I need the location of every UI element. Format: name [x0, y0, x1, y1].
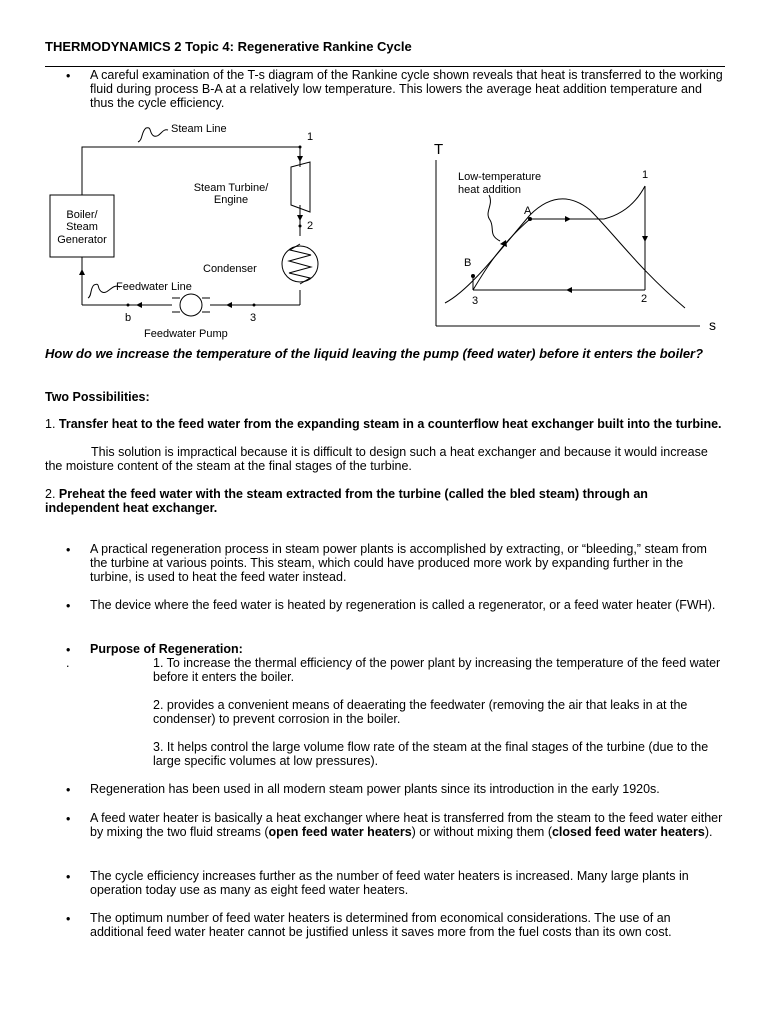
option-1-number: 1. [45, 417, 56, 431]
process-superheat [604, 186, 645, 219]
ts-point-3: 3 [472, 295, 479, 307]
arrow-right-icon [565, 216, 571, 222]
option-1-heading [45, 417, 725, 431]
s-axis-label: s [709, 317, 716, 333]
arrow-left-icon [226, 302, 232, 308]
ts-point-1: 1 [642, 169, 649, 181]
turbine-label-1: Steam Turbine/ [193, 182, 269, 194]
two-possibilities-heading: Two Possibilities: [45, 390, 150, 404]
purpose-dot: . [66, 656, 70, 670]
hx-closed-term: closed feed water heaters [551, 825, 705, 839]
steam-line-leader-icon [138, 128, 168, 142]
ts-point-b: B [464, 257, 472, 269]
condenser-label: Condenser [203, 263, 257, 275]
purpose-item-3: 3. It helps control the large volume flow rate of the steam at the final stages of the turbine (due to the large specific volumes at low pressures). [153, 740, 709, 768]
arrow-up-icon [79, 269, 85, 275]
t-axis-label: T [434, 141, 444, 158]
saturation-dome [445, 199, 685, 308]
bullet-dot: • [66, 543, 71, 557]
purpose-heading: Purpose of Regeneration: [90, 642, 243, 656]
arrow-down-icon [642, 236, 648, 242]
bullet-dot: • [66, 69, 71, 83]
annotation-leader-icon [488, 195, 500, 241]
option-2-title: Preheat the feed water with the steam extracted from the turbine (called the bled steam) through an independent heat exchanger. [45, 487, 648, 515]
steam-line-label: Steam Line [171, 123, 227, 135]
boiler-label-3: Generator [57, 234, 107, 246]
pump-label: Feedwater Pump [144, 328, 228, 340]
option-1-body: This solution is impractical because it is difficult to design such a heat exchanger and because it would increase the moisture content of the steam at the final stages of the turbine. [45, 445, 708, 473]
schematic-point-b: b [125, 312, 132, 324]
bullet-dot: • [66, 783, 71, 797]
rankine-schematic [40, 115, 370, 340]
schematic-point-2: 2 [307, 220, 314, 232]
purpose-item-1: 1. To increase the thermal efficiency of the power plant by increasing the temperature of the feed water before it enters the boiler. [153, 656, 721, 684]
hx-open-term: open feed water heaters [268, 825, 412, 839]
hx-text-1: A feed water heater is basically a heat exchanger where heat is transferred from the steam to the feed water either by mixing the two fluid streams ( [90, 811, 723, 839]
schematic-point-3: 3 [250, 312, 257, 324]
bullet-heat-exchanger [90, 811, 726, 839]
option-1-title: Transfer heat to the feed water from the expanding steam in a counterflow heat exchanger built into the turbine. [58, 417, 722, 431]
process-b-a [473, 219, 530, 290]
arrow-left-icon [136, 302, 142, 308]
arrow-down-icon [297, 156, 303, 162]
intro-bullet: A careful examination of the T-s diagram of the Rankine cycle shown reveals that heat is transferred to the working fluid during process B-A at a relatively low temperature. This lowers the average heat addition temperature and thus the cycle efficiency. [90, 68, 723, 110]
bullet-dot: • [66, 599, 71, 613]
bullet-optimum: The optimum number of feed water heaters is determined from economical considerations. The use of an additional feed water heater cannot be justified unless it saves more from the fuel costs than its own cost. [90, 911, 672, 939]
annotation-line-1: Low-temperature [458, 171, 542, 183]
boiler-label-2: Steam [66, 221, 98, 233]
bullet-history: Regeneration has been used in all modern steam power plants since its introduction in the early 1920s. [90, 782, 660, 796]
option-2-number: 2. [45, 487, 56, 501]
boiler-label-1: Boiler/ [66, 209, 98, 221]
arrow-down-icon [297, 215, 303, 221]
turbine-label-2: Engine [213, 194, 249, 206]
pump-icon [180, 294, 202, 316]
hx-text-2: ) or without mixing them ( [411, 825, 552, 839]
bullet-dot: • [66, 870, 71, 884]
bullet-dot: • [66, 643, 71, 657]
title-rule [45, 66, 725, 67]
ts-diagram [425, 135, 725, 335]
key-question: How do we increase the temperature of the liquid leaving the pump (feed water) before it enters the boiler? [45, 346, 704, 361]
feedwater-line-label: Feedwater Line [116, 281, 192, 293]
option-2-heading [45, 487, 725, 515]
condenser-coil-icon [289, 244, 311, 284]
arrow-left-icon [566, 287, 572, 293]
bullet-fwh: The device where the feed water is heated by regeneration is called a regenerator, or a feed water heater (FWH). [90, 598, 716, 612]
bullet-bleeding: A practical regeneration process in steam power plants is accomplished by extracting, or “bleeding,” steam from the turbine at various points. This steam, which could have produced more work by expanding further in the turbine, is used to heat the feed water instead. [90, 542, 707, 584]
hx-text-3: ). [704, 825, 713, 839]
bullet-efficiency: The cycle efficiency increases further as the number of feed water heaters is increased. Many large plants in operation today use as many as eight feed water heaters. [90, 869, 689, 897]
bullet-dot: • [66, 912, 71, 926]
annotation-line-2: heat addition [458, 184, 521, 196]
ts-point-2: 2 [641, 293, 648, 305]
schematic-point-1: 1 [307, 131, 314, 143]
purpose-item-2: 2. provides a convenient means of deaerating the feedwater (removing the air that leaks in at the condenser) to prevent corrosion in the boiler. [153, 698, 688, 726]
ts-point-a: A [524, 205, 532, 217]
bullet-dot: • [66, 812, 71, 826]
turbine-icon [291, 162, 310, 212]
page-title: THERMODYNAMICS 2 Topic 4: Regenerative Rankine Cycle [45, 39, 412, 54]
